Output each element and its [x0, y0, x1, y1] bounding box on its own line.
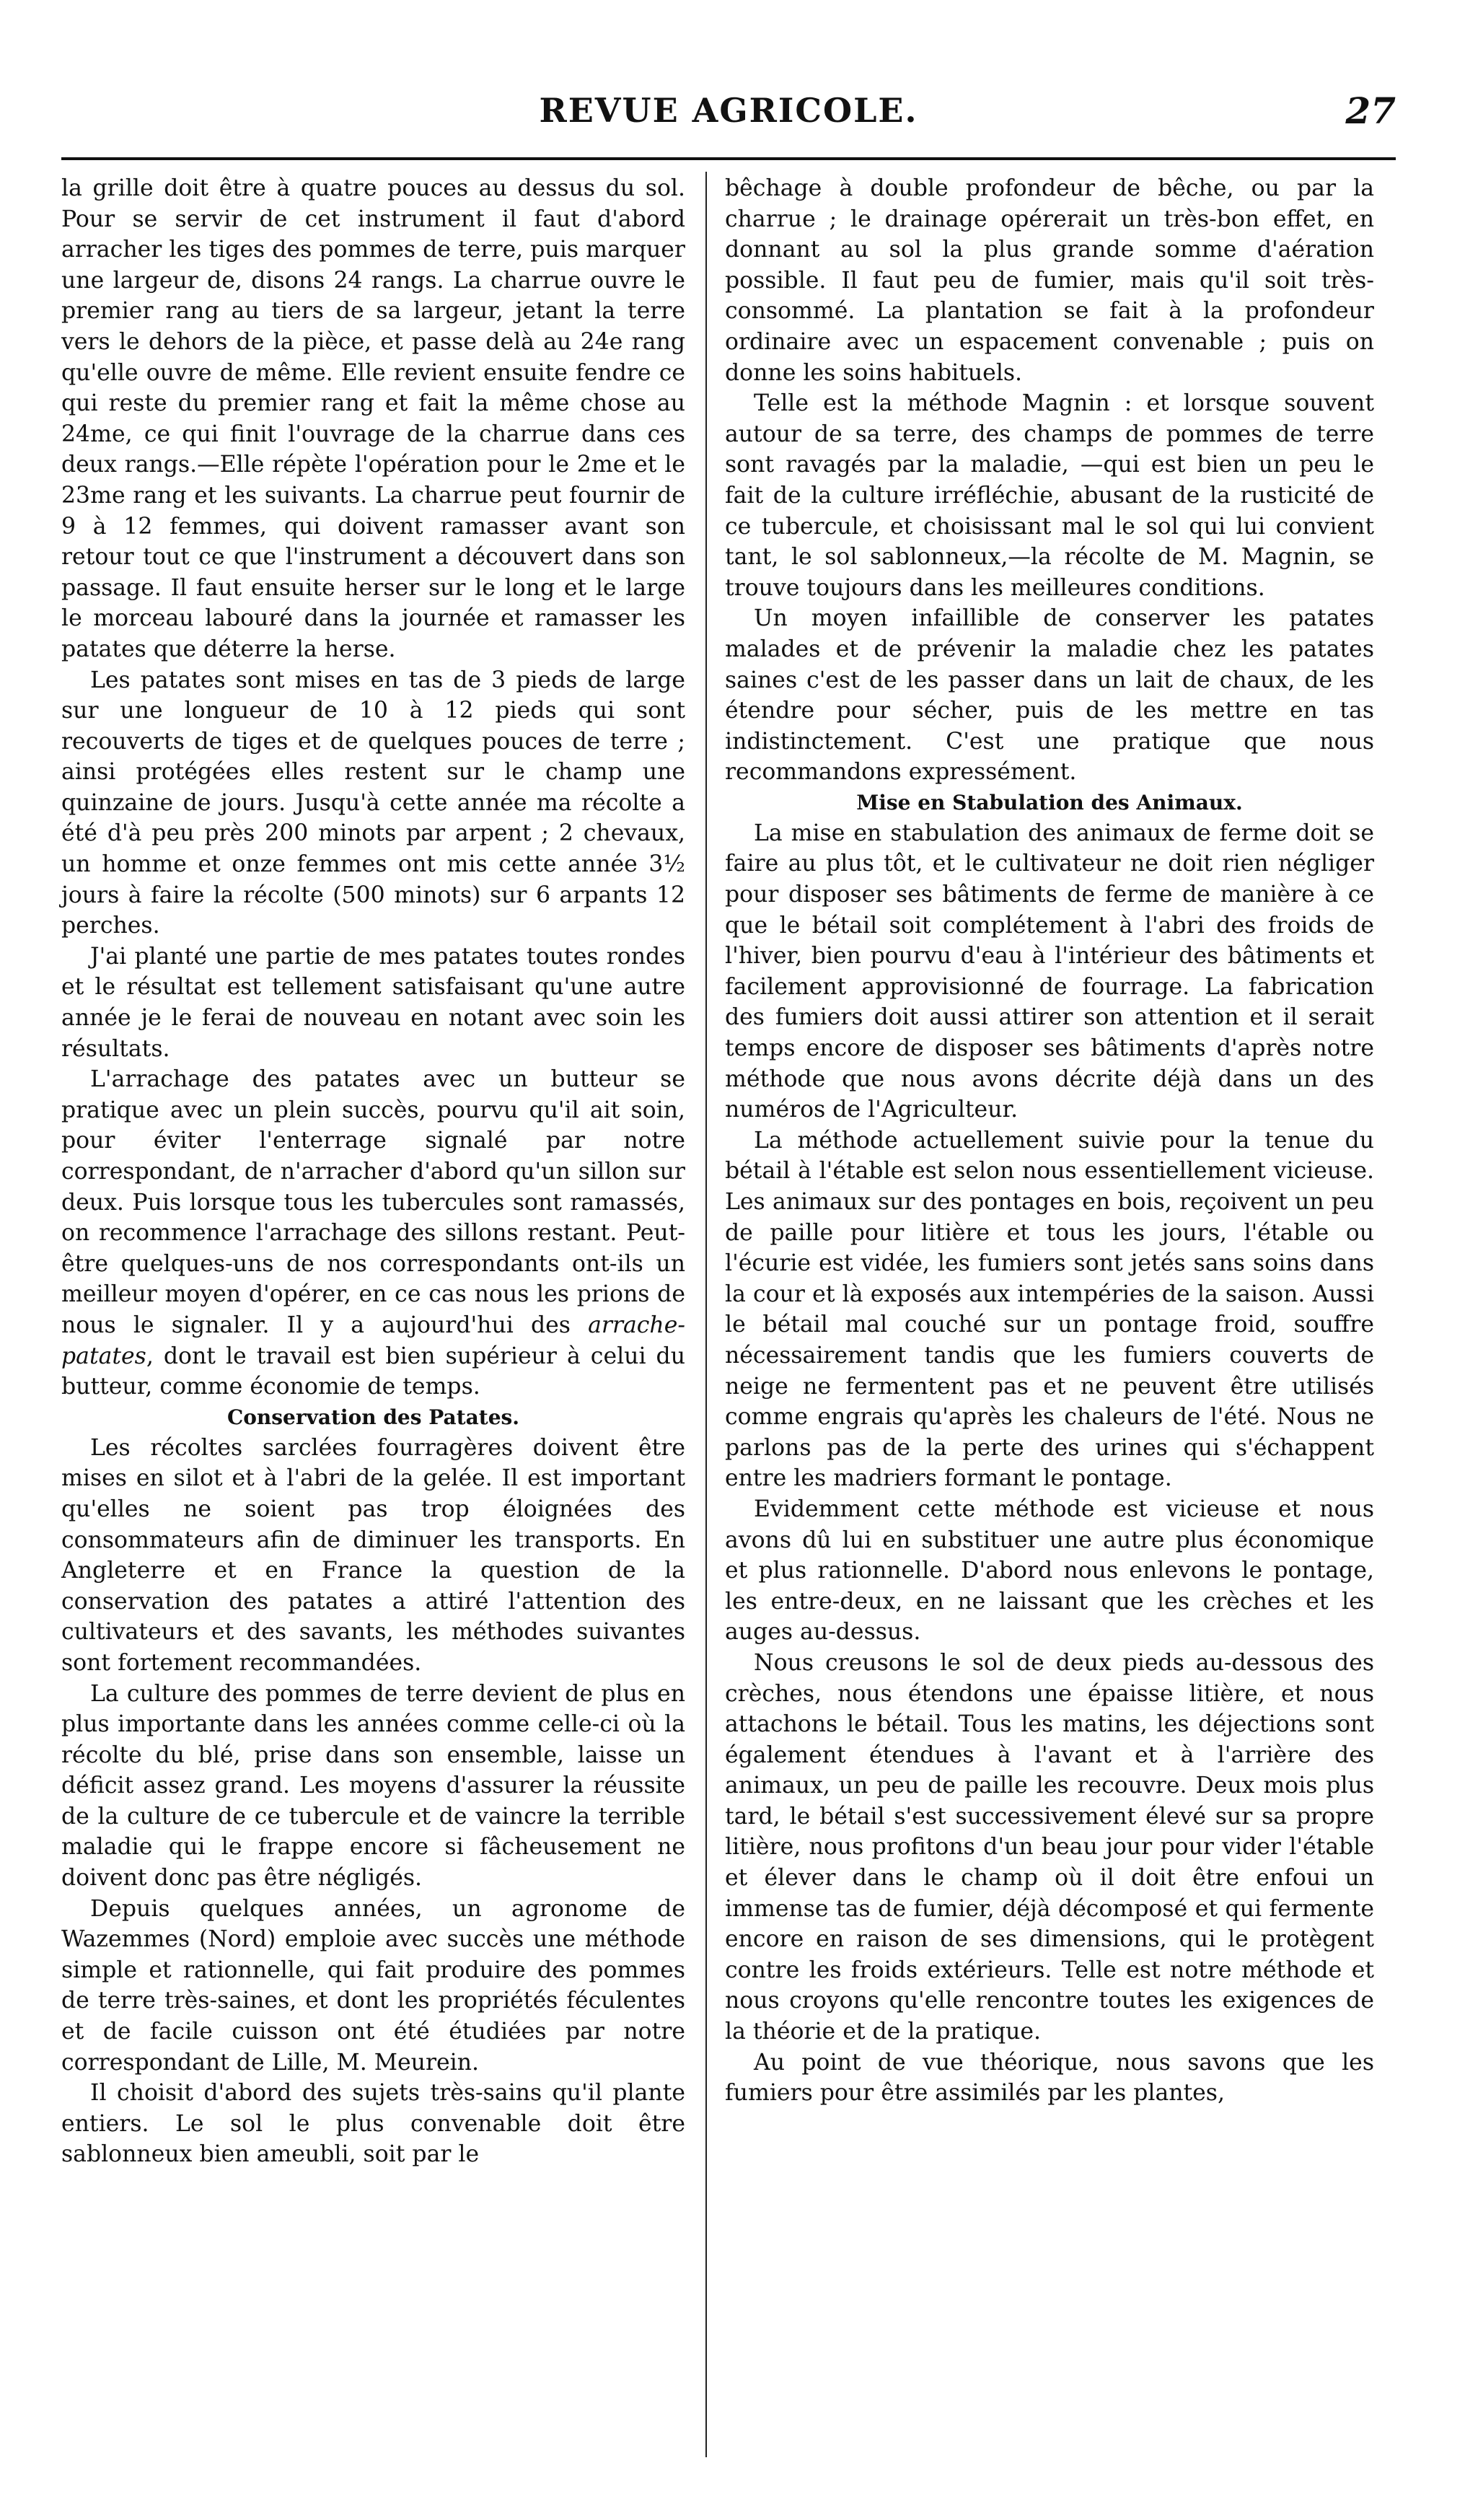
right-column: [725, 173, 1374, 2109]
running-header: [61, 87, 1396, 144]
section-heading: Mise en Stabulation des Animaux.: [856, 790, 1243, 815]
left-column: [61, 173, 685, 2170]
paragraph: [61, 1064, 685, 1402]
italic-term: arrache-patates: [61, 1312, 685, 1369]
paragraph-text: L'arrachage des patates avec un butteur se pratique avec un plein succès, pourvu qu'il ait soin, pour éviter l'enterrage signalé par notre correspondant, de n'arracher d'abord qu'un sillon sur deux. Puis lorsque tous les tubercules sont ramassés, on recommence l'arrachage des sillons restant. Peut-être quelques-uns de nos correspondants ont-ils un meilleur moyen d'opérer, en ce cas nous les prions de nous le signaler. Il y a aujourd'hui des: [61, 1066, 685, 1338]
paragraph-text: , dont le travail est bien supérieur à celui du butteur, comme économie de temps.: [61, 1343, 685, 1400]
paragraph: Au point de vue théorique, nous savons que les fumiers pour être assimilés par les plantes,: [725, 2049, 1374, 2107]
paragraph: La culture des pommes de terre devient de plus en plus importante dans les années comme celle-ci où la récolte du blé, prise dans son ensemble, laisse un déficit assez grand. Les moyens d'assurer la réussite de la culture de ce tubercule et de vaincre la terrible maladie qui le frappe encore si fâcheusement ne doivent donc pas être négligés.: [61, 1680, 685, 1892]
paragraph: Il choisit d'abord des sujets très-sains qu'il plante entiers. Le sol le plus convenable doit être sablonneux bien ameubli, soit par le: [61, 2080, 685, 2168]
header-rule: [61, 157, 1396, 160]
page: [61, 87, 1396, 2467]
section-heading: Conservation des Patates.: [226, 1405, 520, 1429]
paragraph: Nous creusons le sol de deux pieds au-dessous des crèches, nous étendons une épaisse litière, et nous attachons le bétail. Tous les matins, les déjections sont également étendues à l'avant et à l'arrière des animaux, un peu de paille les recouvre. Deux mois plus tard, le bétail s'est successivement élevé sur sa propre litière, nous profitons d'un beau jour pour vider l'étable et élever dans le champ où il doit être enfoui un immense tas de fumier, déjà décomposé et qui fermente encore en raison de ses dimensions, qui le protègent contre les froids extérieurs. Telle est notre méthode et nous croyons qu'elle rencontre toutes les exigences de la théorie et de la pratique.: [725, 1649, 1374, 2045]
paragraph: J'ai planté une partie de mes patates toutes rondes et le résultat est tellement satisfaisant qu'une autre année je le ferai de nouveau en notant avec soin les résultats.: [61, 943, 685, 1062]
paragraph: Evidemment cette méthode est vicieuse et nous avons dû lui en substituer une autre plus économique et plus rationnelle. D'abord nous enlevons le pontage, les entre-deux, en ne laissant que les crèches et les auges au-dessus.: [725, 1496, 1374, 1646]
paragraph: Un moyen infaillible de conserver les patates malades et de prévenir la maladie chez les patates saines c'est de les passer dans un lait de chaux, de les étendre pour sécher, puis de les mettre en tas indistinctement. C'est une pratique que nous recommandons expressément.: [725, 605, 1374, 786]
paragraph: Depuis quelques années, un agronome de Wazemmes (Nord) emploie avec succès une méthode simple et rationnelle, qui fait produire des pommes de terre très-saines, et dont les propriétés féculentes et de facile cuisson ont été étudiées par notre correspondant de Lille, M. Meurein.: [61, 1895, 685, 2076]
page-number: 27: [1345, 89, 1396, 132]
journal-title: REVUE AGRICOLE.: [539, 91, 918, 130]
paragraph: La méthode actuellement suivie pour la tenue du bétail à l'étable est selon nous essentiellement vicieuse. Les animaux sur des pontages en bois, reçoivent un peu de paille pour litière et tous les jours, l'étable ou l'écurie est vidée, les fumiers sont jetés sans soins dans la cour et là exposés aux intempéries de la saison. Aussi le bétail mal couché sur un pontage froid, souffre nécessairement tandis que les fumiers couverts de neige ne fermentent pas et ne peuvent être utilisés comme engrais qu'après les chaleurs de l'été. Nous ne parlons pas de la perte des urines qui s'échappent entre les madriers formant le pontage.: [725, 1127, 1374, 1492]
paragraph: Les patates sont mises en tas de 3 pieds de large sur une longueur de 10 à 12 pieds qui sont recouverts de tiges et de quelques pouces de terre ; ainsi protégées elles restent sur le champ une quinzaine de jours. Jusqu'à cette année ma récolte a été d'à peu près 200 minots par arpent ; 2 chevaux, un homme et onze femmes ont mis cette année 3½ jours à faire la récolte (500 minots) sur 6 arpants 12 perches.: [61, 667, 685, 939]
paragraph: bêchage à double profondeur de bêche, ou par la charrue ; le drainage opérerait un très-bon effet, en donnant au sol la plus grande somme d'aération possible. Il faut peu de fumier, mais qu'il soit très-consommé. La plantation se fait à la profondeur ordinaire avec un espacement convenable ; puis on donne les soins habituels.: [725, 175, 1374, 386]
column-divider: [705, 172, 707, 2457]
paragraph: la grille doit être à quatre pouces au dessus du sol. Pour se servir de cet instrument il faut d'abord arracher les tiges des pommes de terre, puis marquer une largeur de, disons 24 rangs. La charrue ouvre le premier rang au tiers de sa largeur, jetant la terre vers le dehors de la pièce, et passe delà au 24e rang qu'elle ouvre de même. Elle revient ensuite fendre ce qui reste du premier rang et fait la même chose au 24me, ce qui finit l'ouvrage de la charrue dans ces deux rangs.—Elle répète l'opération pour le 2me et le 23me rang et les suivants. La charrue peut fournir de 9 à 12 femmes, qui doivent ramasser avant son retour tout ce que l'instrument a découvert dans son passage. Il faut ensuite herser sur le long et le large le morceau labouré dans la journée et ramasser les patates que déterre la herse.: [61, 175, 685, 662]
paragraph: Telle est la méthode Magnin : et lorsque souvent autour de sa terre, des champs de pommes de terre sont ravagés par la maladie, —qui est bien un peu le fait de la culture irréfléchie, abusant de la rusticité de ce tubercule, et choisissant mal le sol qui lui convient tant, le sol sablonneux,—la récolte de M. Magnin, se trouve toujours dans les meilleures conditions.: [725, 390, 1374, 601]
paragraph: Les récoltes sarclées fourragères doivent être mises en silot et à l'abri de la gelée. Il est important qu'elles ne soient pas trop éloignées des consommateurs afin de diminuer les transports. En Angleterre et en France la question de la conservation des patates a attiré l'attention des cultivateurs et des savants, les méthodes suivantes sont fortement recommandées.: [61, 1434, 685, 1676]
paragraph: La mise en stabulation des animaux de ferme doit se faire au plus tôt, et le cultivateur ne doit rien négliger pour disposer ses bâtiments de ferme de manière à ce que le bétail soit complétement à l'abri des froids de l'hiver, bien pourvu d'eau à l'intérieur des bâtiments et facilement approvisionné de fourrage. La fabrication des fumiers doit aussi attirer son attention et il serait temps encore de disposer ses bâtiments d'après notre méthode que nous avons décrite déjà dans un des numéros de l'Agriculteur.: [725, 820, 1374, 1123]
